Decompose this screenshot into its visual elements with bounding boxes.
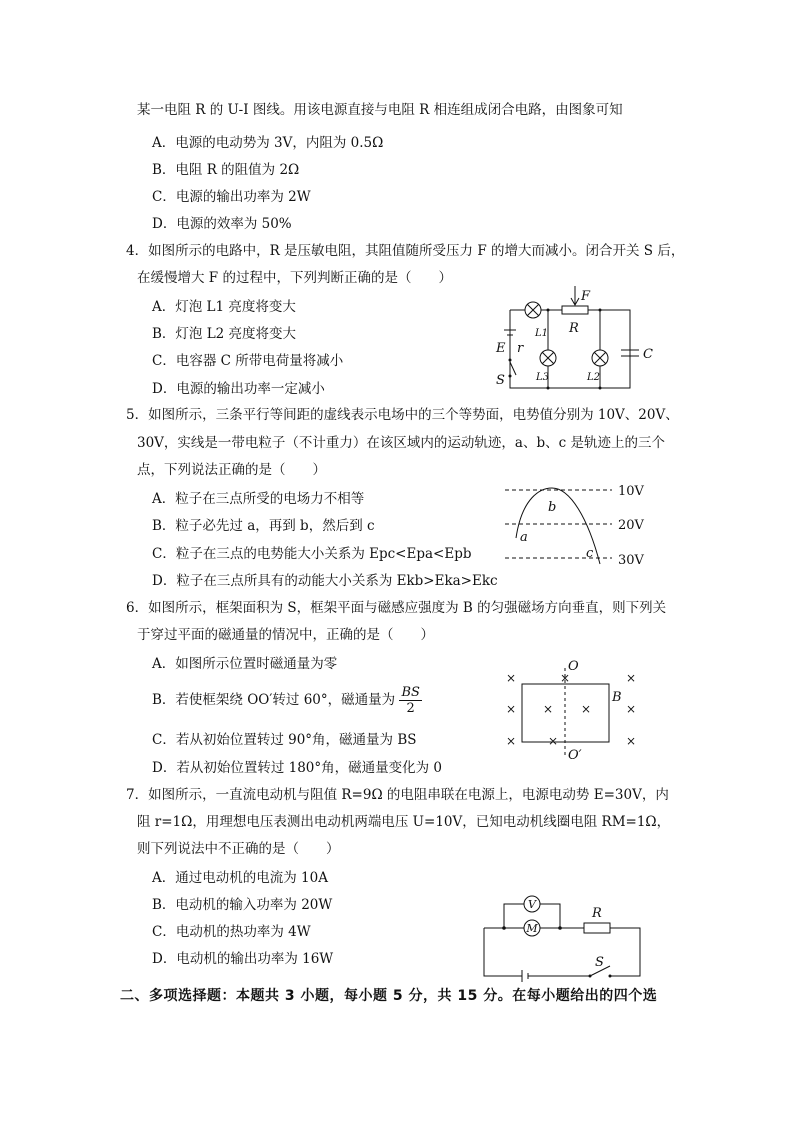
q6-option-b: [152, 685, 422, 716]
q6-option-b-text: B．若使框架绕 OO′转过 60°，磁通量为: [152, 692, 396, 708]
field-cross: ×: [505, 702, 517, 716]
q7-option-a: A．通过电动机的电流为 10A: [152, 870, 328, 886]
q7-line3: 则下列说法中不正确的是（ ）: [137, 841, 340, 857]
label-b: b: [548, 500, 557, 515]
q3-option-a: A．电源的电动势为 3V，内阻为 0.5Ω: [152, 135, 384, 151]
q3-option-d: D．电源的效率为 50%: [152, 216, 292, 232]
q5-line3: 点，下列说法正确的是（ ）: [137, 462, 326, 478]
field-cross: ×: [625, 671, 637, 685]
label-C: C: [643, 347, 653, 362]
q4-option-c: C．电容器 C 所带电荷量将减小: [152, 353, 344, 369]
field-cross: ×: [580, 702, 592, 716]
q5-option-c: C．粒子在三点的电势能大小关系为 Epc<Epa<Epb: [152, 546, 472, 562]
label-20v: 20V: [618, 518, 644, 533]
field-cross: ×: [505, 671, 517, 685]
q6-option-a: A．如图所示位置时磁通量为零: [152, 656, 338, 672]
field-cross: ×: [625, 702, 637, 716]
q5-option-a: A．粒子在三点所受的电场力不相等: [152, 491, 365, 507]
label-L2: L2: [587, 372, 601, 383]
label-30v: 30V: [618, 553, 644, 568]
q4-line2: 在缓慢增大 F 的过程中，下列判断正确的是（ ）: [137, 270, 452, 286]
label-S: S: [496, 373, 505, 388]
motor-label: M: [526, 922, 538, 935]
q6-option-b-fraction: $\frac{BS}{2}$: [401, 685, 420, 716]
q4-option-b: B．灯泡 L2 亮度将变大: [152, 326, 297, 342]
q4-option-d: D．电源的输出功率一定减小: [152, 381, 325, 397]
label-S: S: [595, 955, 604, 970]
q6-magnetic-field-figure: [500, 658, 650, 763]
q7-line2: 阻 r=1Ω，用理想电压表测出电动机两端电压 U=10V，已知电动机线圈电阻 RM=1Ω，: [137, 814, 671, 830]
q5-line1: 5．如图所示，三条平行等间距的虚线表示电场中的三个等势面，电势值分别为 10V、20V、: [126, 407, 679, 423]
q4-circuit-figure: [490, 280, 670, 400]
label-c: c: [586, 546, 594, 561]
q6-option-d: D．若从初始位置转过 180°角，磁通量变化为 0: [152, 760, 443, 776]
field-cross: ×: [559, 671, 571, 685]
q7-line1: 7．如图所示，一直流电动机与阻值 R=9Ω 的电阻串联在电源上，电源电动势 E=30V，内: [126, 787, 669, 803]
label-L1: L1: [535, 328, 549, 339]
q3-stem: 某一电阻 R 的 U-I 图线。用该电源直接与电阻 R 相连组成闭合电路，由图象可知: [137, 102, 623, 118]
field-cross: ×: [505, 734, 517, 748]
field-cross: ×: [547, 734, 559, 748]
label-O: O: [568, 659, 579, 674]
voltmeter-label: V: [528, 898, 536, 911]
section-2-heading: 二、多项选择题：本题共 3 小题，每小题 5 分，共 15 分。在每小题给出的四个选: [120, 988, 658, 1004]
q4-option-a: A．灯泡 L1 亮度将变大: [152, 299, 296, 315]
label-R: R: [592, 906, 602, 921]
label-B: B: [612, 690, 622, 705]
label-10v: 10V: [618, 484, 644, 499]
q7-option-b: B．电动机的输入功率为 20W: [152, 897, 333, 913]
label-O-prime: O′: [568, 748, 582, 763]
field-cross: ×: [542, 702, 554, 716]
label-F: F: [581, 289, 591, 304]
label-r: r: [517, 341, 524, 356]
label-E: E: [496, 341, 506, 356]
q7-option-d: D．电动机的输出功率为 16W: [152, 951, 334, 967]
q5-option-d: D．粒子在三点所具有的动能大小关系为 Ekb>Eka>Ekc: [152, 573, 498, 589]
q7-option-c: C．电动机的热功率为 4W: [152, 924, 311, 940]
label-L3: L3: [536, 372, 550, 383]
q5-equipotential-figure: [500, 478, 660, 573]
label-R: R: [569, 321, 579, 336]
q6-line1: 6．如图所示，框架面积为 S，框架平面与磁感应强度为 B 的匀强磁场方向垂直，则下列关: [126, 600, 667, 616]
field-cross: ×: [625, 734, 637, 748]
q5-option-b: B．粒子必先过 a，再到 b，然后到 c: [152, 518, 375, 534]
q3-option-b: B．电阻 R 的阻值为 2Ω: [152, 162, 300, 178]
q4-line1: 4．如图所示的电路中，R 是压敏电阻，其阻值随所受压力 F 的增大而减小。闭合开关 S 后，: [126, 243, 685, 259]
q3-option-c: C．电源的输出功率为 2W: [152, 189, 311, 205]
q6-line2: 于穿过平面的磁通量的情况中，正确的是（ ）: [137, 627, 434, 643]
q7-motor-circuit-figure: [478, 880, 648, 982]
q6-option-c: C．若从初始位置转过 90°角，磁通量为 BS: [152, 732, 417, 748]
label-a: a: [520, 530, 528, 545]
q5-line2: 30V，实线是一带电粒子（不计重力）在该区域内的运动轨迹，a、b、c 是轨迹上的三个: [137, 435, 665, 451]
